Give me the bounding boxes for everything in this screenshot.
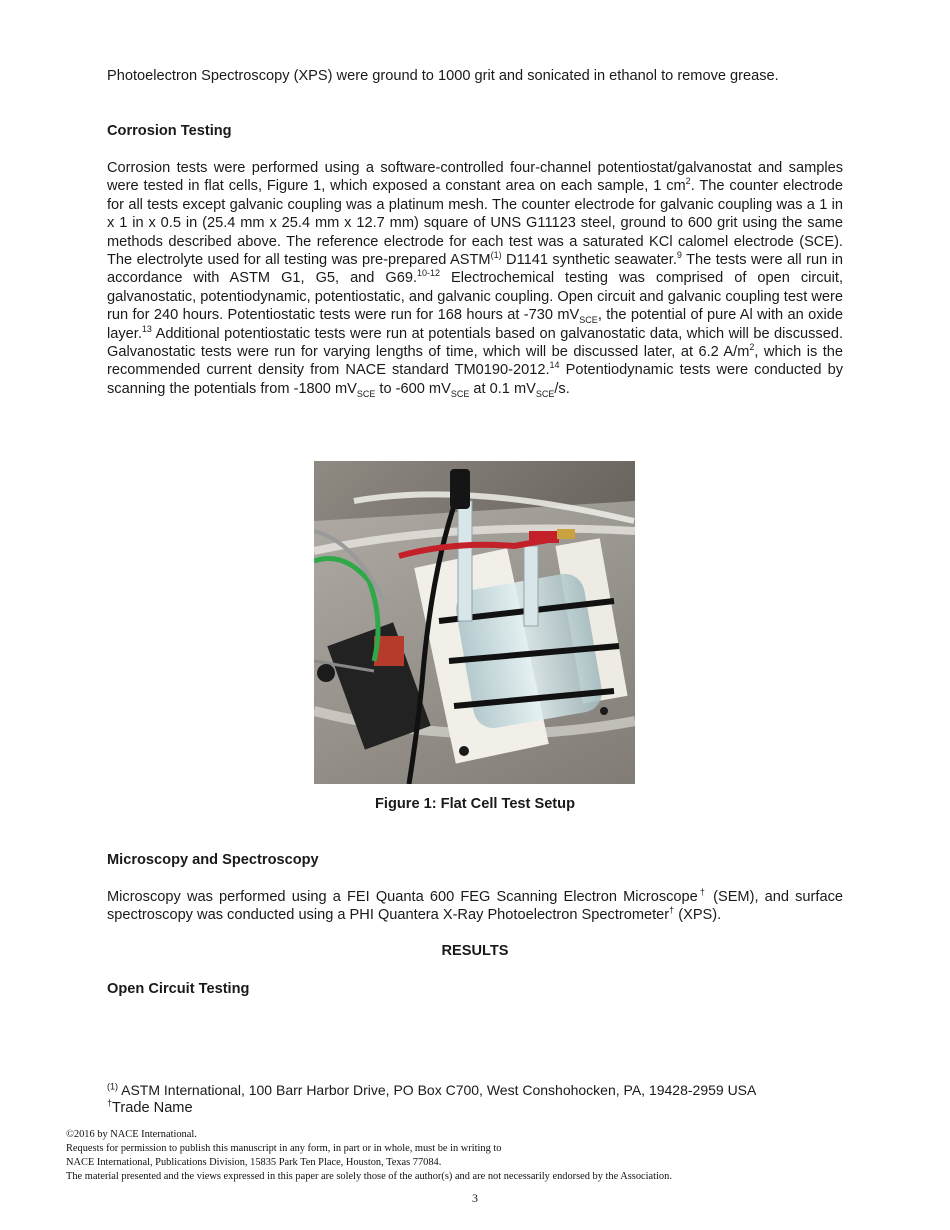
citation-10-12: 10-12 — [417, 268, 441, 279]
microscopy-paragraph: Microscopy was performed using a FEI Quanta 600 FEG Scanning Electron Microscope† (SEM), and surface spectroscopy was conducted using a PHI Quantera X-Ray Photoelectron Spectrometer† (XPS). — [107, 887, 843, 924]
footnote-2: †Trade Name — [107, 1098, 193, 1116]
copyright-line: ©2016 by NACE International. — [66, 1129, 197, 1140]
corrosion-testing-heading: Corrosion Testing — [107, 123, 232, 139]
flat-cell-illustration — [314, 461, 635, 784]
footnote-1: $^{(1)}$ ASTM International, 100 Barr Harbor Drive, PO Box C700, West Conshohocken, PA, 19428-2959 USA — [107, 1081, 757, 1098]
copyright-line: NACE International, Publications Division, 15835 Park Ten Place, Houston, Texas 77084. — [66, 1157, 442, 1168]
copyright-block — [66, 1128, 672, 1184]
flat-cell-photo — [314, 461, 635, 784]
copyright-line: Requests for permission to publish this manuscript in any form, in part or in whole, must be in writing to — [66, 1143, 502, 1154]
figure-caption: Figure 1: Flat Cell Test Setup — [374, 796, 575, 812]
page-number: 3 — [472, 1191, 478, 1205]
microscopy-heading: Microscopy and Spectroscopy — [107, 852, 319, 868]
citation-13: 13 — [141, 323, 152, 334]
corrosion-testing-paragraph: Corrosion tests were performed using a software-controlled four-channel potentiostat/galvanostat and samples were tested in flat cells, Figure 1, which exposed a constant area on each sample, 1 $cm^2$. The counter electrode for all tests except galvanic coupling was a platinum mesh. The counter electrode for galvanic coupling was a 1 in x 1 in x 0.5 in (25.4 mm x 25.4 mm x 12.7 mm) square of UNS G11123 steel, ground to 600 grit using the same methods described above. The reference electrode for each test was a saturated KCl calomel electrode (SCE). The electrolyte used for all testing was pre-prepared ASTM$^{(1)}$ D1141 synthetic seawater.$^9$ The tests were all run in accordance with ASTM G1, G5, and G69.$^{10-12}$ Electrochemical testing was comprised of open circuit, galvanostatic, potentiodynamic, potentiostatic, and galvanic coupling. Open circuit and galvanic coupling test were run for 240 hours. Potentiostatic tests were run for 168 hours at -730 $mV_{SCE}$, the potential of pure Al with an oxide layer.$^{13}$ Additional potentiostatic tests were run at potentials based on galvanostatic data, which will be discussed. Galvanostatic tests were run for varying lengths of time, which will be discussed later, at 6.2 $A/m^2$, which is the recommended current density from NACE standard TM0190-2012.14 Potentiodynamic tests were conducted by scanning the potentials from -1800 $mV_{SCE}$ to -600 $mV_{SCE}$ at 0.1 $mV_{SCE}/s$. — [107, 160, 843, 399]
citation-14: 14 — [549, 360, 560, 371]
copyright-line: The material presented and the views expressed in this paper are solely those of the author(s) and are not necessarily endorsed by the Association. — [66, 1171, 672, 1182]
intro-paragraph — [107, 67, 843, 85]
open-circuit-heading: Open Circuit Testing — [107, 981, 250, 997]
intro-text: Photoelectron Spectroscopy (XPS) were ground to 1000 grit and sonicated in ethanol to remove grease. — [107, 68, 779, 84]
results-heading: RESULTS — [441, 943, 509, 959]
footnote-ref-1: (1) — [490, 250, 502, 261]
citation-9: 9 — [676, 250, 682, 261]
